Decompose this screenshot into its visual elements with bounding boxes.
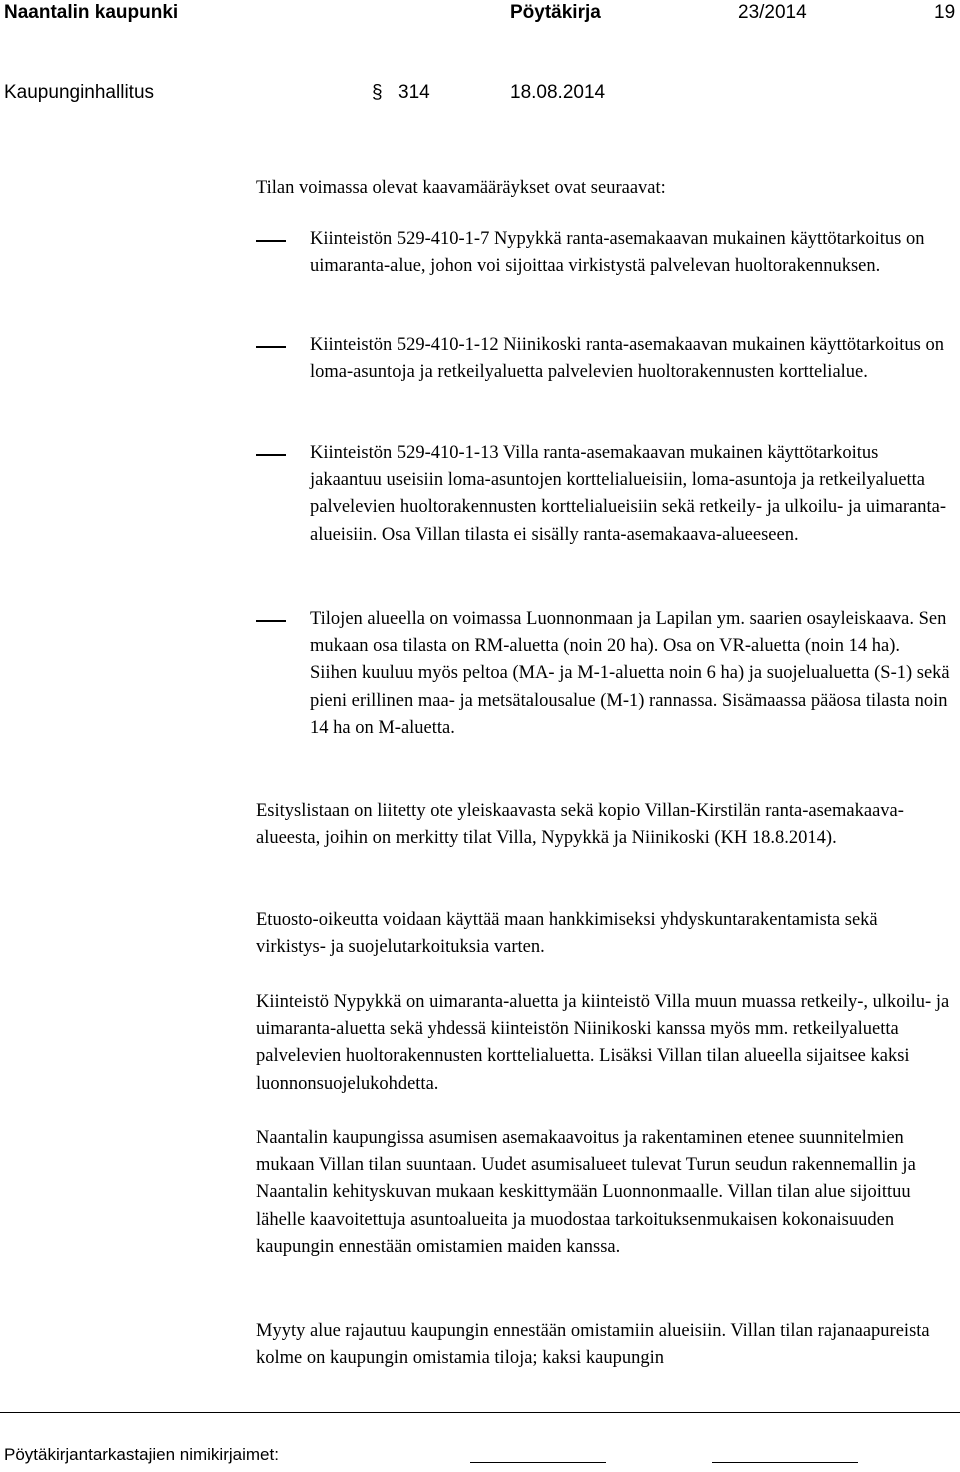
bullet-item-4: Tilojen alueella on voimassa Luonnonmaan ja Lapilan ym. saarien osayleiskaava. Sen mukaan osa tilasta on RM-aluetta (noin 20 ha). Osa on VR-aluetta (noin 14 ha). Siihen kuuluu myös peltoa (MA- ja M-1-aluetta noin 6 ha) ja suojelualuetta (S-1) sekä pieni erillinen maa- ja metsätalousalue (M-1) rannassa. Sisämaassa pääosa tilasta noin 14 ha on M-aluetta.	[310, 609, 950, 738]
section-symbol: §	[372, 82, 383, 103]
footer-divider	[0, 1412, 960, 1413]
signatures-label: Pöytäkirjantarkastajien nimikirjaimet:	[4, 1445, 279, 1464]
signature-line-1	[470, 1462, 606, 1463]
meeting-date: 18.08.2014	[510, 82, 606, 103]
bullet-item-1: Kiinteistön 529-410-1-7 Nypykkä ranta-asemakaavan mukainen käyttötarkoitus on uimaranta-alue, johon voi sijoittaa virkistystä palvelevan huoltorakennuksen.	[310, 229, 925, 277]
document-type: Pöytäkirja	[510, 2, 601, 23]
intro-text: Tilan voimassa olevat kaavamääräykset ovat seuraavat:	[256, 178, 666, 198]
paragraph-4: Naantalin kaupungissa asumisen asemakaavoitus ja rakentaminen etenee suunnitelmien mukaan Villan tilan suuntaan. Uudet asumisalueet tulevat Turun seudun rakennemallin ja Naantalin kehityskuvan mukaan keskittymään Luonnonmaalle. Villan tilan alue sijoittuu lähelle kaavoitettuja asuntoalueita ja muodostaa tarkoituksenmukaisen kokonaisuuden kaupungin ennestään omistamien maiden kanssa.	[256, 1128, 916, 1257]
signature-line-2	[712, 1462, 858, 1463]
page-number: 19	[934, 2, 956, 23]
bullet-dash	[256, 454, 286, 456]
bullet-dash	[256, 240, 286, 242]
issue-number: 23/2014	[738, 2, 807, 23]
bullet-item-3: Kiinteistön 529-410-1-13 Villa ranta-asemakaavan mukainen käyttötarkoitus jakaantuu useisiin loma-asuntojen korttelialueisiin, loma-asuntoja ja retkeilyaluetta palvelevien huoltorakennusten korttelialueisiin sekä retkeily- ja ulkoilu- ja uimaranta-alueisiin. Osa Villan tilasta ei sisälly ranta-asemakaava-alueeseen.	[310, 443, 946, 545]
organization-name: Naantalin kaupunki	[4, 2, 179, 23]
governing-body: Kaupunginhallitus	[4, 82, 155, 103]
section-number: 314	[398, 82, 430, 103]
paragraph-3: Kiinteistö Nypykkä on uimaranta-aluetta ja kiinteistö Villa muun muassa retkeily-, ulkoilu- ja uimaranta-aluetta sekä yhdessä kiinteistön Niinikoski kanssa myös mm. retkeilyaluetta palvelevien huoltorakennusten korttelialuetta. Lisäksi Villan tilan alueella sijaitsee kaksi luonnonsuojelukohdetta.	[256, 992, 950, 1094]
bullet-item-2: Kiinteistön 529-410-1-12 Niinikoski ranta-asemakaavan mukainen käyttötarkoitus on loma-asuntoja ja retkeilyaluetta palvelevien huoltorakennusten korttelialue.	[310, 335, 944, 383]
bullet-dash	[256, 620, 286, 622]
paragraph-2: Etuosto-oikeutta voidaan käyttää maan hankkimiseksi yhdyskuntarakentamista sekä virkistys- ja suojelutarkoituksia varten.	[256, 910, 878, 958]
paragraph-1: Esityslistaan on liitetty ote yleiskaavasta sekä kopio Villan-Kirstilän ranta-asemakaava-alueesta, joihin on merkitty tilat Villa, Nypykkä ja Niinikoski (KH 18.8.2014).	[256, 801, 904, 849]
bullet-dash	[256, 346, 286, 348]
paragraph-5: Myyty alue rajautuu kaupungin ennestään omistamiin alueisiin. Villan tilan rajanaapureista kolme on kaupungin omistamia tiloja; kaksi kaupungin	[256, 1321, 930, 1369]
